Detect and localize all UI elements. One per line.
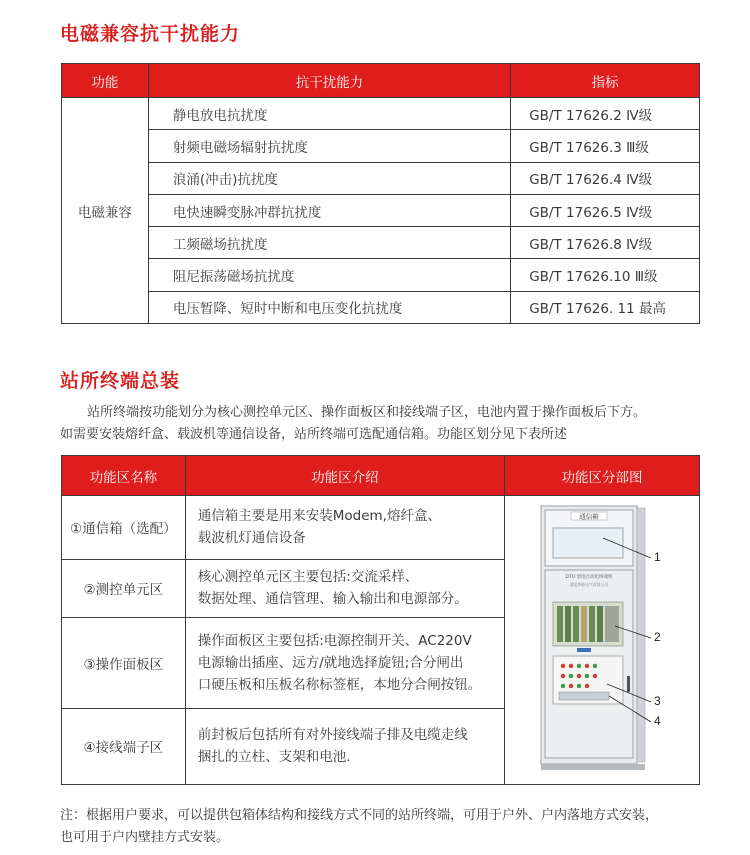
emc-ability-cell: 浪涌(冲击)抗扰度 <box>148 162 510 194</box>
station-note-line: 也可用于户内壁挂方式安装。 <box>60 830 230 845</box>
zone-desc <box>185 559 504 617</box>
zone-desc <box>185 617 504 708</box>
station-table <box>61 455 700 785</box>
table-row <box>62 194 700 226</box>
station-header-desc: 功能区介绍 <box>185 456 504 496</box>
emc-category: 电磁兼容 <box>62 98 149 324</box>
zone-name: ④接线端子区 <box>62 708 186 784</box>
cabinet-illustration <box>505 496 697 784</box>
emc-section-title: 电磁兼容抗干扰能力 <box>60 23 241 45</box>
table-row <box>62 162 700 194</box>
zone-desc-line: 电源输出插座、远方/就地选择旋钮;合分闸出 <box>197 654 464 671</box>
station-header-name: 功能区名称 <box>62 456 186 496</box>
emc-header-function: 功能 <box>62 64 149 98</box>
emc-index-cell: GB/T 17626.3 Ⅲ级 <box>511 130 700 162</box>
callout-number: 1 <box>653 550 661 564</box>
station-table-header <box>62 456 700 496</box>
table-row <box>62 98 700 130</box>
cabinet-label: 通信箱 <box>579 512 599 521</box>
station-intro <box>60 402 720 446</box>
emc-ability-cell: 阻尼振荡磁场抗扰度 <box>148 259 510 291</box>
emc-ability-cell: 工频磁场抗扰度 <box>148 227 510 259</box>
zone-desc-line: 载波机灯通信设备 <box>197 530 306 547</box>
table-row <box>62 227 700 259</box>
zone-desc-line: 操作面板区主要包括:电源控制开关、AC220V <box>197 632 472 649</box>
panel-label: DTU 型电自动化终端机 <box>565 575 613 580</box>
emc-index-cell: GB/T 17626.8 Ⅳ级 <box>511 227 700 259</box>
station-intro-line: 站所终端按功能划分为核心测控单元区、操作面板区和接线端子区，电池内置于操作面板后下方。 <box>87 405 647 420</box>
emc-index-cell: GB/T 17626. 11 最高 <box>511 291 700 323</box>
zone-desc-line: 口硬压板和压板名称标签框，本地分合闸按钮。 <box>197 676 482 693</box>
emc-header-index: 指标 <box>511 64 700 98</box>
zone-desc-line: 数据处理、通信管理、输入输出和电源部分。 <box>197 591 468 608</box>
station-note <box>60 805 720 849</box>
zone-desc-line: 捆扎的立柱、支架和电池. <box>197 749 351 766</box>
emc-ability-cell: 静电放电抗扰度 <box>148 98 510 130</box>
zone-diagram-cell <box>504 496 699 785</box>
zone-name: ③操作面板区 <box>62 617 186 708</box>
zone-desc <box>185 708 504 784</box>
callout-number: 3 <box>653 694 661 708</box>
zone-desc-line: 前封板后包括所有对外接线端子排及电缆走线 <box>197 727 468 744</box>
emc-index-cell: GB/T 17626.5 Ⅳ级 <box>511 194 700 226</box>
station-intro-line: 如需要安装熔纤盒、载波机等通信设备，站所终端可选配通信箱。功能区划分见下表所述 <box>60 427 568 442</box>
emc-table <box>61 63 700 324</box>
station-note-line: 注：根据用户要求，可以提供包箱体结构和接线方式不同的站所终端，可用于户外、户内落地方式安装， <box>60 808 659 823</box>
table-row <box>62 291 700 323</box>
table-row <box>62 130 700 162</box>
maker-label: 湖北华能电气有限公司 <box>570 582 608 587</box>
zone-name: ②测控单元区 <box>62 559 186 617</box>
emc-index-cell: GB/T 17626.2 Ⅳ级 <box>511 98 700 130</box>
zone-desc-line: 通信箱主要是用来安装Modem,熔纤盒、 <box>197 508 441 525</box>
station-header-diagram: 功能区分部图 <box>504 456 699 496</box>
emc-index-cell: GB/T 17626.10 Ⅲ级 <box>511 259 700 291</box>
cabinet-diagram <box>505 496 697 784</box>
zone-name: ①通信箱（选配） <box>62 496 186 560</box>
emc-ability-cell: 射频电磁场辐射抗扰度 <box>148 130 510 162</box>
zone-desc <box>185 496 504 560</box>
callout-number: 2 <box>653 630 661 644</box>
zone-desc-line: 核心测控单元区主要包括:交流采样、 <box>197 569 419 586</box>
table-row <box>62 496 700 560</box>
emc-header-ability: 抗干扰能力 <box>148 64 510 98</box>
station-section-title: 站所终端总装 <box>60 370 181 392</box>
table-row <box>62 259 700 291</box>
callout-number: 4 <box>653 714 661 728</box>
emc-ability-cell: 电压暂降、短时中断和电压变化抗扰度 <box>148 291 510 323</box>
emc-table-header <box>62 64 700 98</box>
emc-ability-cell: 电快速瞬变脉冲群抗扰度 <box>148 194 510 226</box>
emc-index-cell: GB/T 17626.4 Ⅳ级 <box>511 162 700 194</box>
